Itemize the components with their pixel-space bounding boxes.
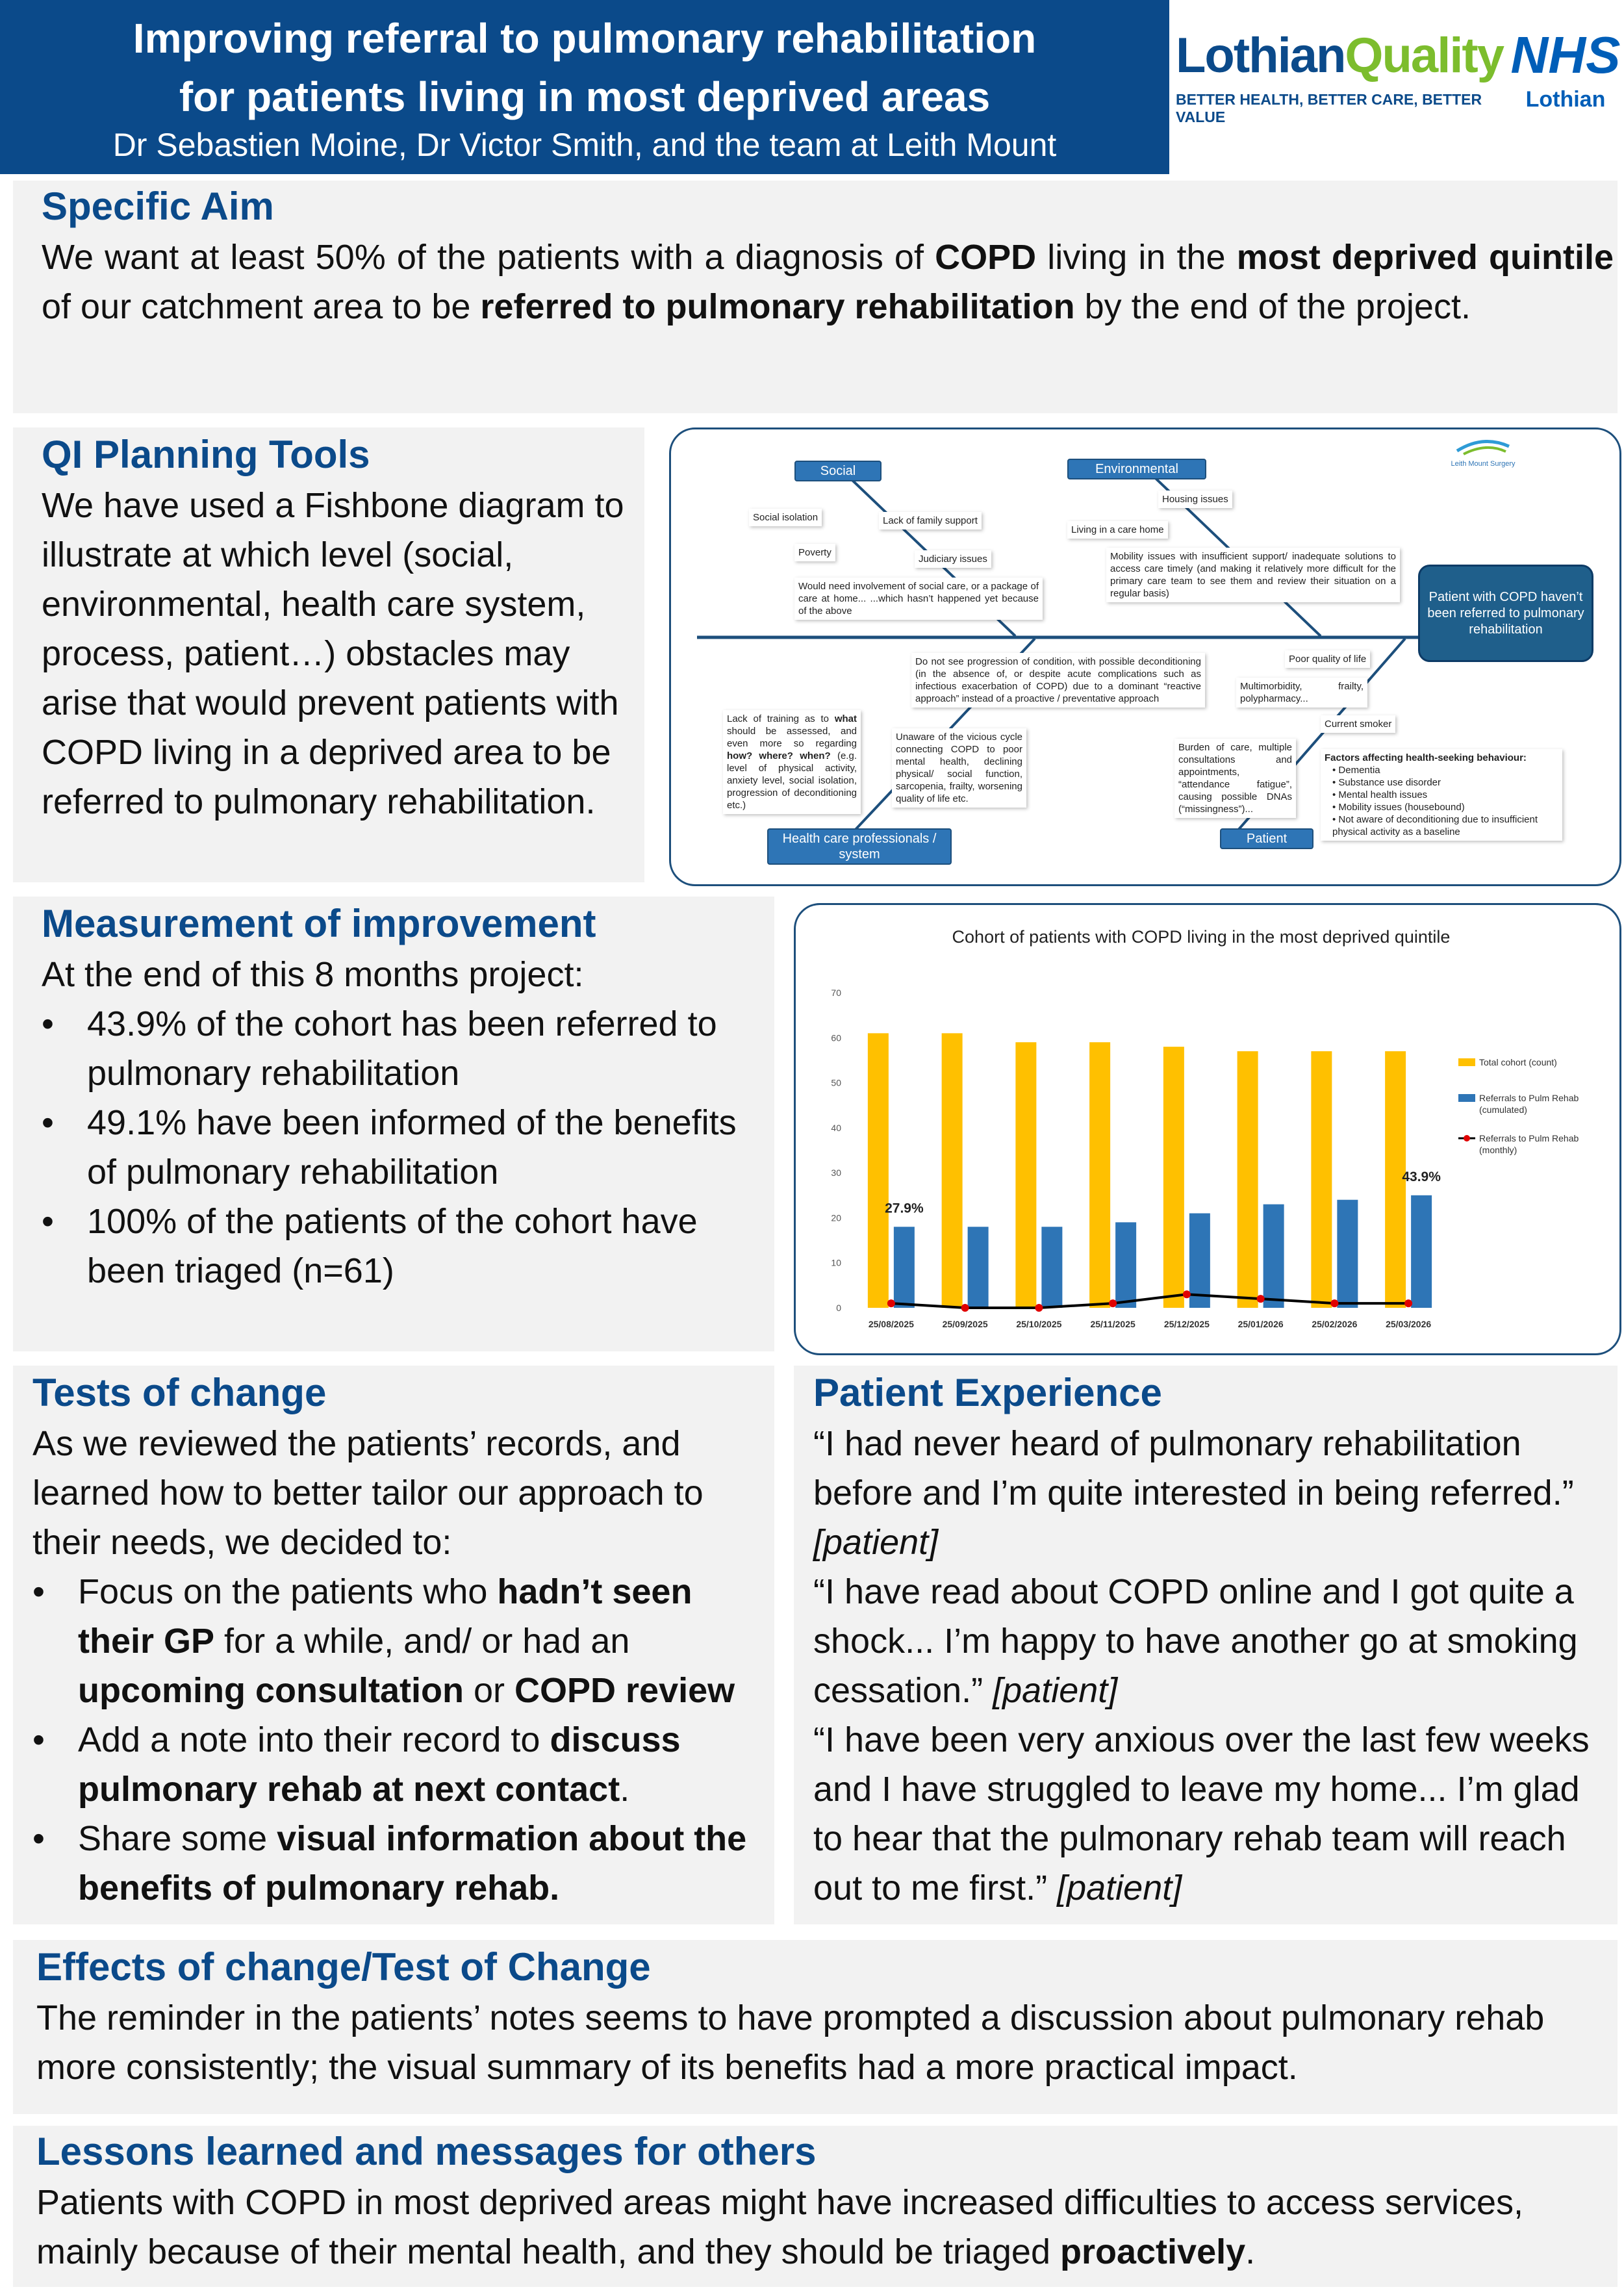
lessons-heading: Lessons learned and messages for others: [36, 2130, 817, 2173]
legend-swatch: [1458, 1094, 1475, 1102]
measurement-bullet: • 43.9% of the cohort has been referred to pulmonary rehabilitation: [87, 999, 763, 1098]
line-marker: [961, 1304, 969, 1312]
y-tick-label: 60: [831, 1032, 841, 1043]
tests-heading: Tests of change: [32, 1371, 327, 1414]
cause-housing: Housing issues: [1158, 491, 1232, 508]
cause-care-home: Living in a care home: [1067, 521, 1168, 539]
factor-item: • Substance use disorder: [1332, 777, 1441, 788]
line-marker: [887, 1299, 895, 1307]
line-marker: [1183, 1290, 1191, 1298]
poster-title: [0, 9, 1169, 126]
cohort-chart: [794, 903, 1621, 1355]
qi-heading: QI Planning Tools: [42, 433, 370, 476]
tests-intro: As we reviewed the patients’ records, and learned how to better tailor our approach to their needs, we decided to:: [32, 1424, 704, 1562]
cause-judiciary: Judiciary issues: [915, 550, 991, 568]
title-line-2: for patients living in most deprived areas: [179, 73, 991, 120]
lessons-panel: [13, 2126, 1618, 2287]
cause-family-support: Lack of family support: [879, 512, 982, 529]
aim-heading: Specific Aim: [42, 185, 274, 228]
y-tick-label: 50: [831, 1077, 841, 1088]
bar-total-cohort: [1163, 1047, 1184, 1308]
category-patient: Patient: [1220, 828, 1313, 849]
lothian-quality-logo: [1176, 26, 1504, 125]
patient-experience-panel: [794, 1366, 1618, 1924]
bar-referrals-cumulated: [1263, 1205, 1284, 1308]
y-tick-label: 0: [836, 1303, 841, 1313]
tests-body: [32, 1419, 754, 1913]
legend-label: Total cohort (count): [1479, 1057, 1557, 1067]
bar-referrals-cumulated: [1041, 1227, 1062, 1308]
x-tick-label: 25/10/2025: [1016, 1319, 1062, 1329]
experience-body: [813, 1419, 1606, 1913]
bar-total-cohort: [1015, 1042, 1036, 1308]
factor-item: • Mobility issues (housebound): [1332, 802, 1465, 813]
measurement-body: [42, 950, 763, 1295]
factor-item: • Mental health issues: [1332, 789, 1428, 800]
legend-marker: [1464, 1135, 1470, 1142]
bar-total-cohort: [942, 1033, 963, 1308]
cause-multimorbidity: Multimorbidity, frailty, polypharmacy...: [1236, 678, 1367, 708]
line-marker: [1257, 1295, 1265, 1303]
legend-label-detail: (cumulated): [1479, 1104, 1527, 1115]
measurement-bullet: • 49.1% have been informed of the benefits of pulmonary rehabilitation: [87, 1098, 763, 1197]
nhs-logo-text: NHS: [1510, 26, 1621, 84]
bar-referrals-cumulated: [968, 1227, 989, 1308]
surgery-logo: [1405, 435, 1561, 474]
tests-bullet-note: • Add a note into their record to discuss pulmonary rehab at next contact.: [78, 1715, 754, 1814]
category-healthcare: Health care professionals / system: [767, 828, 952, 865]
line-marker: [1404, 1299, 1412, 1307]
effects-text: The reminder in the patients’ notes seems to have prompted a discussion about pulmonary rehab more consistently; the visual summary of its benefits had a more practical impact.: [36, 1998, 1545, 2087]
cause-health-seeking-factors: [1321, 749, 1562, 841]
factor-item: • Dementia: [1332, 765, 1380, 776]
category-environmental: Environmental: [1067, 459, 1206, 479]
surgery-logo-text: Leith Mount Surgery: [1451, 460, 1516, 468]
effects-heading: Effects of change/Test of Change: [36, 1945, 651, 1989]
patient-quote-2: “I have read about COPD online and I got quite a shock... I’m happy to have another go at smoking cessation.” [patient]: [813, 1572, 1578, 1710]
bar-referrals-cumulated: [1411, 1195, 1432, 1308]
cause-mobility: Mobility issues with insufficient support/ inadequate solutions to access care timely (and making it relatively more difficult for the primary care team to see them and review their situation on a regular basis): [1106, 548, 1400, 602]
x-tick-label: 25/08/2025: [868, 1319, 914, 1329]
nhs-region: Lothian: [1525, 87, 1606, 112]
bar-referrals-cumulated: [1115, 1222, 1136, 1308]
measurement-intro: At the end of this 8 months project:: [42, 955, 584, 994]
measurement-panel: [13, 897, 774, 1351]
line-marker: [1035, 1304, 1043, 1312]
fishbone-effect-box: Patient with COPD haven’t been referred to pulmonary rehabilitation: [1418, 565, 1593, 662]
surgery-logo-swoosh: [1454, 435, 1512, 457]
lessons-text: Patients with COPD in most deprived areas might have increased difficulties to access services, mainly because of their mental health, and they should be triaged proactively.: [36, 2183, 1524, 2271]
x-tick-label: 25/12/2025: [1163, 1319, 1210, 1329]
authors: Dr Sebastien Moine, Dr Victor Smith, and the team at Leith Mount: [112, 127, 1057, 163]
data-label-percent: 27.9%: [885, 1201, 924, 1216]
nhs-lothian-logo: [1507, 26, 1624, 123]
chart-svg: [796, 905, 1619, 1353]
patient-quote-1: “I had never heard of pulmonary rehabilitation before and I’m quite interested in being referred.” [patient]: [813, 1424, 1574, 1562]
line-marker: [1330, 1299, 1338, 1307]
bar-total-cohort: [1089, 1042, 1110, 1308]
cause-current-smoker: Current smoker: [1321, 715, 1395, 733]
cause-progression: Do not see progression of condition, with possible deconditioning (in the absence of, or despite acute complications such as infectious exacerbation of COPD) due to a dominant “reactive approach” instead of a proactive / preventative approach: [911, 653, 1205, 708]
measurement-bullet: • 100% of the patients of the cohort have been triaged (n=61): [87, 1197, 763, 1295]
x-tick-label: 25/03/2026: [1386, 1319, 1432, 1329]
x-tick-label: 25/09/2025: [942, 1319, 988, 1329]
poster-header: [0, 0, 1169, 174]
cause-burden-of-care: Burden of care, multiple consultations and appointments, “attendance fatigue”, causing possible DNAs (“missingness”)...: [1174, 739, 1296, 818]
qi-text: We have used a Fishbone diagram to illustrate at which level (social, environmental, health care system, process, patient…) obstacles may arise that would prevent patients with COPD living in a deprived area to be referred to pulmonary rehabilitation.: [42, 486, 624, 821]
cause-social-isolation: Social isolation: [749, 509, 822, 526]
patient-quote-3: “I have been very anxious over the last few weeks and I have struggled to leave my home... I’m glad to hear that the pulmonary rehab team will reach out to me first.” [patient]: [813, 1720, 1590, 1907]
qi-planning-panel: [13, 427, 644, 882]
cause-vicious-cycle: Unaware of the vicious cycle connecting COPD to poor mental health, declining physical/ social function, sarcopenia, frailty, worsening quality of life etc.: [892, 728, 1026, 808]
y-tick-label: 20: [831, 1212, 841, 1223]
cause-quality-of-life: Poor quality of life: [1285, 650, 1370, 668]
bar-total-cohort: [868, 1033, 889, 1308]
measurement-heading: Measurement of improvement: [42, 902, 596, 945]
legend-label: Referrals to Pulm Rehab: [1479, 1133, 1579, 1143]
legend-label-detail: (monthly): [1479, 1145, 1517, 1155]
line-marker: [1109, 1299, 1117, 1307]
lq-logo-word-1: Lothian: [1176, 28, 1345, 83]
specific-aim-panel: [13, 181, 1618, 413]
fishbone-diagram: [669, 427, 1621, 886]
y-tick-label: 40: [831, 1122, 841, 1133]
experience-heading: Patient Experience: [813, 1371, 1162, 1414]
bar-total-cohort: [1311, 1051, 1332, 1308]
chart-title: Cohort of patients with COPD living in the most deprived quintile: [952, 927, 1451, 947]
tests-bullet-focus: • Focus on the patients who hadn’t seen their GP for a while, and/ or had an upcoming consultation or COPD review: [78, 1567, 754, 1715]
title-line-1: Improving referral to pulmonary rehabilitation: [133, 15, 1037, 62]
tests-bullet-visual: • Share some visual information about the benefits of pulmonary rehab.: [78, 1814, 754, 1913]
data-label-percent: 43.9%: [1402, 1169, 1441, 1184]
legend-swatch: [1458, 1058, 1475, 1066]
lq-logo-word-2: Quality: [1345, 28, 1504, 83]
category-social: Social: [794, 461, 882, 481]
x-tick-label: 25/02/2026: [1312, 1319, 1358, 1329]
tests-of-change-panel: [13, 1366, 774, 1924]
aim-text: We want at least 50% of the patients with a diagnosis of COPD living in the most deprived quintile of our catchment area to be referred to pulmonary rehabilitation by the end of the project.: [42, 238, 1614, 326]
y-tick-label: 10: [831, 1257, 841, 1268]
bar-referrals-cumulated: [894, 1227, 915, 1308]
factors-title: Factors affecting health-seeking behaviour:: [1325, 752, 1527, 763]
y-tick-label: 70: [831, 988, 841, 998]
bar-total-cohort: [1237, 1051, 1258, 1308]
cause-poverty: Poverty: [794, 544, 835, 561]
y-tick-label: 30: [831, 1167, 841, 1179]
x-tick-label: 25/01/2026: [1237, 1319, 1284, 1329]
effects-panel: [13, 1940, 1618, 2114]
legend-label: Referrals to Pulm Rehab: [1479, 1093, 1579, 1103]
x-tick-label: 25/11/2025: [1090, 1319, 1136, 1329]
bar-referrals-cumulated: [1337, 1200, 1358, 1308]
factor-item: • Not aware of deconditioning due to insufficient physical activity as a baseline: [1332, 814, 1538, 837]
lq-tagline: BETTER HEALTH, BETTER CARE, BETTER VALUE: [1176, 91, 1482, 125]
cause-lack-of-training: Lack of training as to what should be assessed, and even more so regarding how? where? when? (e.g. level of physical activity, anxiety level, social isolation, progression of deconditioning etc.): [723, 710, 861, 814]
cause-care-package: Would need involvement of social care, or a package of care at home... ...which hasn’t happened yet because of the above: [794, 578, 1043, 620]
